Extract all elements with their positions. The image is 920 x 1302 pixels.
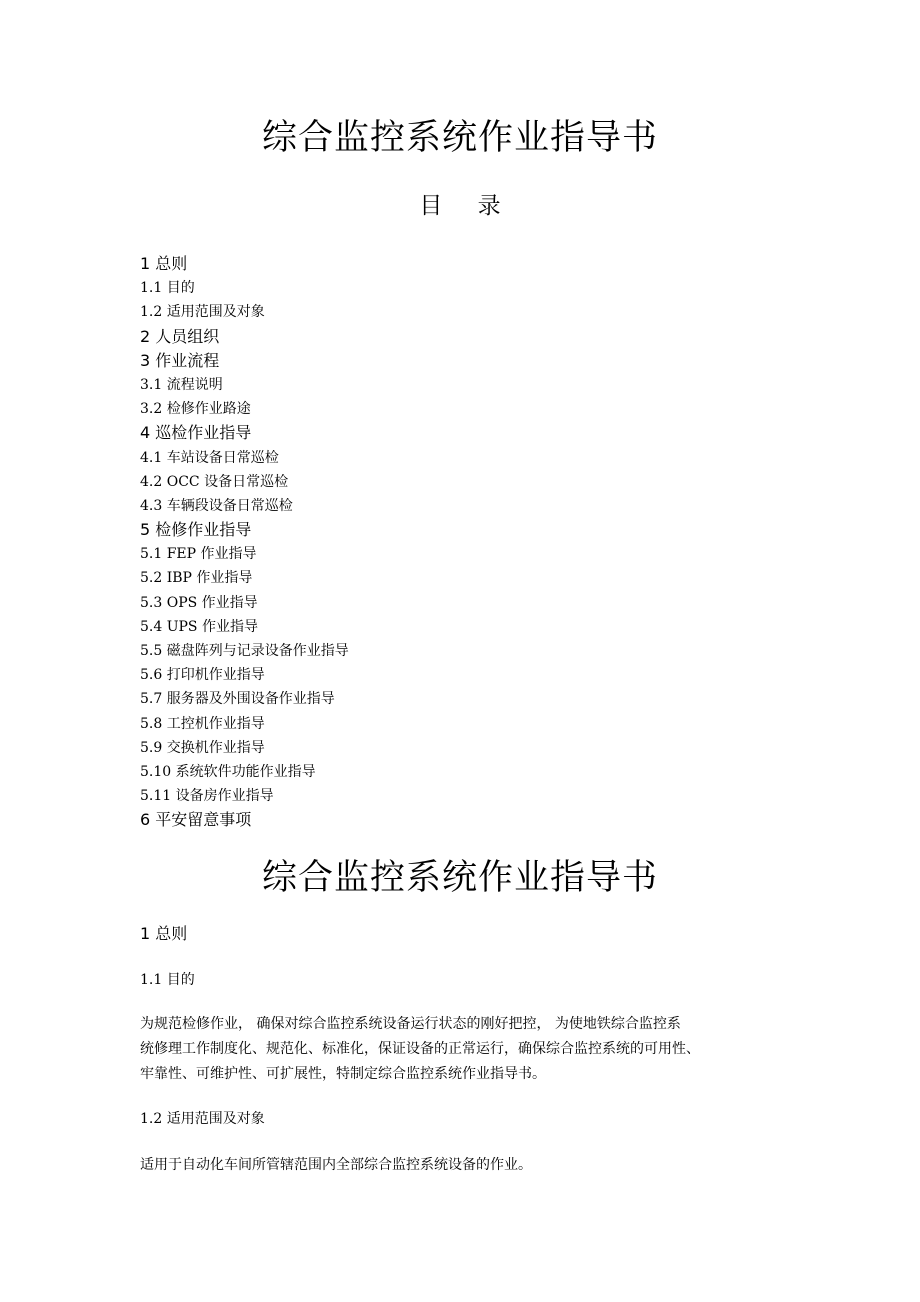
toc-item[interactable]: 1.2 适用范围及对象 [140,304,265,321]
document-title: 综合监控系统作业指导书 [261,118,658,158]
toc-item[interactable]: 1 总则 [140,254,188,273]
toc-item[interactable]: 5.10 系统软件功能作业指导 [140,763,316,780]
toc-item[interactable]: 5.6 打印机作业指导 [140,667,265,684]
toc-heading: 目 录 [419,193,515,219]
paragraph-line: 牢靠性、可维护性、可扩展性，特制定综合监控系统作业指导书。 [140,1066,546,1082]
table-of-contents [140,252,840,833]
toc-item[interactable]: 5.8 工控机作业指导 [140,715,265,732]
subsection-heading: 1.1 目的 [140,972,195,988]
paragraph-line: 为规范检修作业， 确保对综合监控系统设备运行状态的刚好把控， 为使地铁综合监控系 [140,1016,681,1032]
subsection-heading: 1.2 适用范围及对象 [140,1111,265,1127]
toc-item[interactable]: 5.4 UPS 作业指导 [140,618,258,635]
toc-item[interactable]: 5.7 服务器及外围设备作业指导 [140,691,335,708]
toc-item[interactable]: 5.1 FEP 作业指导 [140,546,257,563]
section-heading: 1 总则 [140,924,188,943]
toc-item[interactable]: 3 作业流程 [140,350,220,370]
toc-item[interactable]: 5.11 设备房作业指导 [140,788,274,805]
toc-item[interactable]: 4.3 车辆段设备日常巡检 [140,497,293,514]
toc-item[interactable]: 4.2 OCC 设备日常巡检 [140,473,289,490]
purpose-paragraph [140,1012,800,1087]
toc-item[interactable]: 4.1 车站设备日常巡检 [140,449,279,466]
toc-item[interactable]: 4 巡检作业指导 [140,423,252,443]
toc-item[interactable]: 1.1 目的 [140,280,195,297]
paragraph-line: 统修理工作制度化、规范化、标准化，保证设备的正常运行，确保综合监控系统的可用性、 [140,1041,700,1057]
toc-item[interactable]: 5.3 OPS 作业指导 [140,594,258,611]
toc-item[interactable]: 5.5 磁盘阵列与记录设备作业指导 [140,643,349,659]
toc-item[interactable]: 5.2 IBP 作业指导 [140,570,253,587]
toc-item[interactable]: 2 人员组织 [140,326,220,346]
toc-item[interactable]: 3.1 流程说明 [140,376,223,393]
toc-item[interactable]: 3.2 检修作业路途 [140,401,251,418]
scope-paragraph: 适用于自动化车间所管辖范围内全部综合监控系统设备的作业。 [140,1157,532,1173]
toc-item[interactable]: 5 检修作业指导 [140,520,252,540]
body-title: 综合监控系统作业指导书 [261,858,658,898]
toc-item[interactable]: 6 平安留意事项 [140,810,252,830]
toc-item[interactable]: 5.9 交换机作业指导 [140,739,265,756]
